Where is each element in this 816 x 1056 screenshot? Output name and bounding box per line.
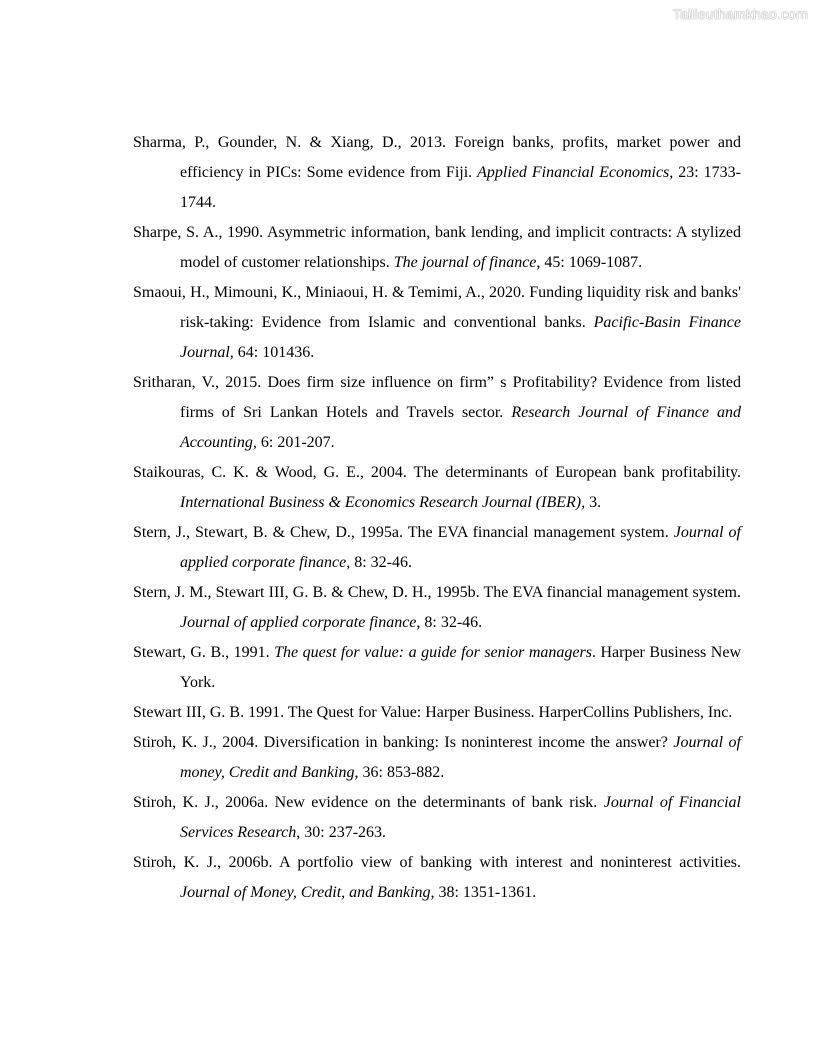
reference-item (133, 218, 741, 278)
reference-item (133, 638, 741, 698)
reference-item (133, 578, 741, 638)
watermark: Tailieuthamkhao.com (672, 6, 808, 22)
reference-text: Sharpe, S. A., 1990. Asymmetric information, bank lending, and implicit contracts: A stylized model of customer relationships. (133, 224, 741, 271)
journal-title: The quest for value: a guide for senior managers (274, 644, 592, 661)
reference-details: 30: 237-263. (300, 824, 387, 841)
reference-item (133, 518, 741, 578)
journal-title: Journal of Financial Services Research, (180, 794, 741, 841)
reference-text: Sharma, P., Gounder, N. & Xiang, D., 2013. Foreign banks, profits, market power and efficiency in PICs: Some evidence from Fiji. (133, 134, 741, 181)
journal-title: International Business & Economics Research Journal (IBER), (180, 494, 586, 511)
reference-text: Sritharan, V., 2015. Does firm size influence on firm” s Profitability? Evidence from listed firms of Sri Lankan Hotels and Travels sector. (133, 374, 741, 421)
reference-text: Staikouras, C. K. & Wood, G. E., 2004. The determinants of European bank profitability. (133, 464, 741, 481)
reference-list (133, 128, 741, 908)
reference-details: 23: 1733-1744. (180, 164, 742, 211)
reference-item (133, 458, 741, 518)
reference-item (133, 788, 741, 848)
journal-title: Journal of applied corporate finance, (180, 614, 421, 631)
journal-title: Research Journal of Finance and Accounting, (180, 404, 742, 451)
reference-item (133, 698, 741, 728)
reference-details: 3. (585, 494, 602, 511)
reference-text: Smaoui, H., Mimouni, K., Miniaoui, H. & Temimi, A., 2020. Funding liquidity risk and banks' risk-taking: Evidence from Islamic and conventional banks. (133, 284, 741, 331)
journal-title: Journal of Money, Credit, and Banking, (180, 884, 435, 901)
reference-text: Stern, J. M., Stewart III, G. B. & Chew, D. H., 1995b. The EVA financial management system. (133, 584, 741, 601)
reference-item (133, 368, 741, 458)
reference-details: 6: 201-207. (256, 434, 335, 451)
reference-text: Stiroh, K. J., 2006b. A portfolio view of banking with interest and noninterest activities. (133, 854, 741, 871)
reference-text: Stiroh, K. J., 2004. Diversification in banking: Is noninterest income the answer? (133, 734, 674, 751)
reference-item (133, 728, 741, 788)
reference-details: 36: 853-882. (358, 764, 445, 781)
journal-title: Journal of applied corporate finance, (180, 524, 741, 571)
reference-details: 64: 101436. (233, 344, 315, 361)
journal-title: Applied Financial Economics, (477, 164, 674, 181)
reference-text: Stewart, G. B., 1991. (133, 644, 275, 661)
reference-details: 38: 1351-1361. (434, 884, 537, 901)
reference-details: . Harper Business New York. (180, 644, 741, 691)
reference-details: 8: 32-46. (420, 614, 483, 631)
journal-title: The journal of finance, (393, 254, 541, 271)
reference-item (133, 278, 741, 368)
reference-text: Stern, J., Stewart, B. & Chew, D., 1995a. The EVA financial management system. (133, 524, 674, 541)
journal-title: Pacific-Basin Finance Journal, (180, 314, 741, 361)
reference-text: Stewart III, G. B. 1991. The Quest for Value: Harper Business. HarperCollins Publishers, Inc. (133, 704, 733, 721)
reference-text: Stiroh, K. J., 2006a. New evidence on the determinants of bank risk. (133, 794, 604, 811)
reference-details: 45: 1069-1087. (540, 254, 643, 271)
reference-item (133, 848, 741, 908)
reference-item (133, 128, 741, 218)
journal-title: Journal of money, Credit and Banking, (180, 734, 742, 781)
reference-details: 8: 32-46. (350, 554, 412, 571)
